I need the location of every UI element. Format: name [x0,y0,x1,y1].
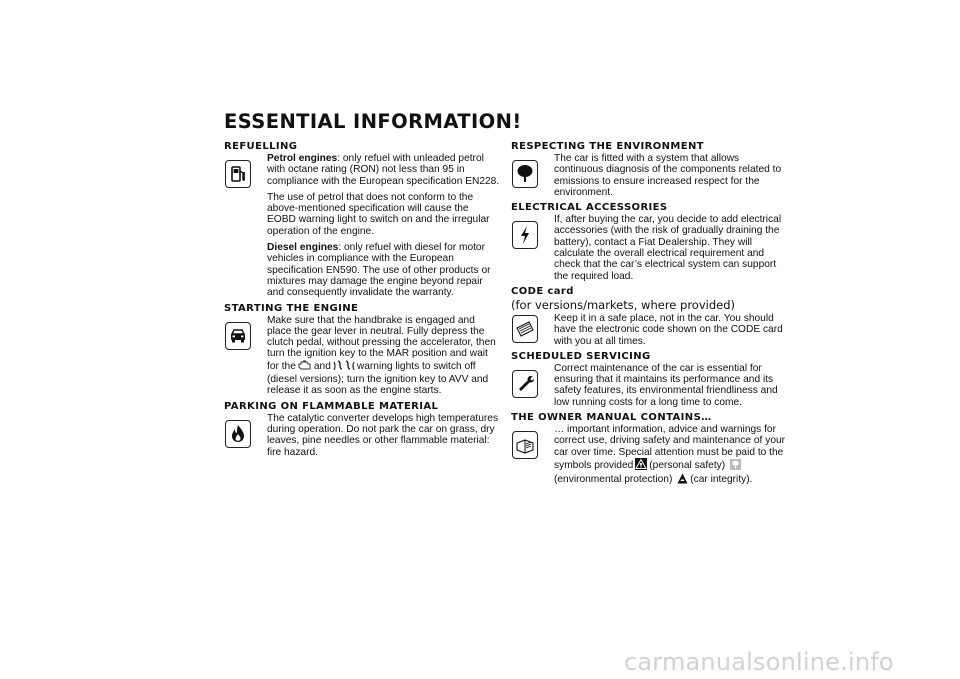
section-refuelling [224,140,500,299]
diesel-engines-label: Diesel engines [267,242,339,254]
electrical-paragraph: If, after buying the car, you decide to add electrical accessories (with the risk of gradually draining the battery), contact a Fiat Dealership. They will calculate the overall electrical requirement and check that the car’s electrical system can support the required load. [554,214,782,282]
section-body-code-card [511,313,787,347]
section-heading-electrical: ELECTRICAL ACCESSORIES [511,202,668,214]
section-environment [511,140,787,198]
section-body-parking [224,413,500,458]
flame-icon [225,420,251,448]
petrol-engines-text: : only refuel with unleaded petrol with octane rating (RON) not less than 95 in compliance with the European specification EN228. [267,153,500,187]
refuelling-warning-paragraph: The use of petrol that does not conform to the above-mentioned specification will cause the EOBD warning light to switch on and the irregular operation of the engine. [267,191,490,237]
starting-paragraph [267,315,500,397]
refuelling-petrol-paragraph [267,153,500,187]
section-body-servicing [511,363,787,408]
section-body-environment [511,153,787,198]
starting-text-after: warning lights to switch off (diesel versions); turn the ignition key to AVV and release it as soon as the engine starts. [267,360,489,397]
manual-book-icon [512,431,538,459]
petrol-engines-label: Petrol engines [267,153,338,164]
environmental-protection-text: (environmental protection) [554,474,673,486]
section-heading-owner-manual: THE OWNER MANUAL CONTAINS… [511,412,712,424]
environment-paragraph: The car is fitted with a system that allows continuous diagnosis of the components related to emissions to ensure increased respect for the environment. [554,153,782,198]
section-parking [224,400,500,458]
section-body-electrical [511,214,787,282]
section-heading-servicing: SCHEDULED SERVICING [511,350,651,362]
section-subheading-code-card: (for versions/markets, where provided) [511,297,736,312]
left-column [224,140,500,461]
section-heading-environment: RESPECTING THE ENVIRONMENT [511,141,704,152]
code-card-icon [512,315,538,343]
right-column [511,140,787,491]
parking-paragraph: The catalytic converter develops high temperatures during operation. Do not park the car on grass, dry leaves, pine needles or other flammable material: fire hazard. [267,412,499,458]
starting-text-and: and [313,360,331,372]
page-title: ESSENTIAL INFORMATION! [224,110,522,133]
diesel-engines-text: : only refuel with diesel for motor vehicles in compliance with the European specification EN590. The use of other products or mixtures may damage the engine beyond repair and consequently invalidate the warranty. [267,242,491,299]
section-heading-starting: STARTING THE ENGINE [224,302,359,314]
wrench-icon [512,370,538,398]
section-electrical [511,201,787,282]
glow-plug-icon [333,360,355,374]
servicing-paragraph: Correct maintenance of the car is essential for ensuring that it maintains its performance and its safety features, its environmental friendliness and low running costs for a long time to come. [554,362,778,408]
section-body-refuelling [224,153,500,299]
engine-warning-icon [298,360,312,374]
section-starting [224,302,500,397]
fuel-pump-icon [225,160,251,188]
tree-icon [512,160,538,188]
section-body-owner-manual [511,424,787,487]
car-integrity-text: (car integrity). [690,474,753,486]
section-owner-manual [511,411,787,487]
code-card-paragraph: Keep it in a safe place, not in the car. You should have the electronic code shown on the CODE card with you at all times. [554,312,783,347]
car-icon [225,322,251,350]
watermark: carmanualsonline.info [624,648,894,676]
personal-safety-text: (personal safety) [649,459,726,471]
lightning-icon [512,221,538,249]
section-heading-code-card: CODE card [511,285,574,297]
section-body-starting [224,315,500,397]
car-integrity-icon [677,473,688,487]
section-heading-refuelling: REFUELLING [224,141,298,152]
refuelling-diesel-paragraph [267,242,500,298]
section-heading-parking: PARKING ON FLAMMABLE MATERIAL [224,400,439,412]
personal-safety-icon [635,458,647,473]
section-servicing [511,350,787,408]
starting-text-before: Make sure that the handbrake is engaged and place the gear lever in neutral. Fully depress the clutch pedal, without pressing the accelerator, then turn the ignition key to the MAR position and wait for the [267,314,496,372]
owner-manual-text: … important information, advice and warnings for correct use, driving safety and maintenance of your car over time. Special attention must be paid to the symbols provided [554,424,786,471]
owner-manual-paragraph [554,424,787,487]
section-code-card [511,285,787,347]
environment-protection-icon [730,459,741,473]
